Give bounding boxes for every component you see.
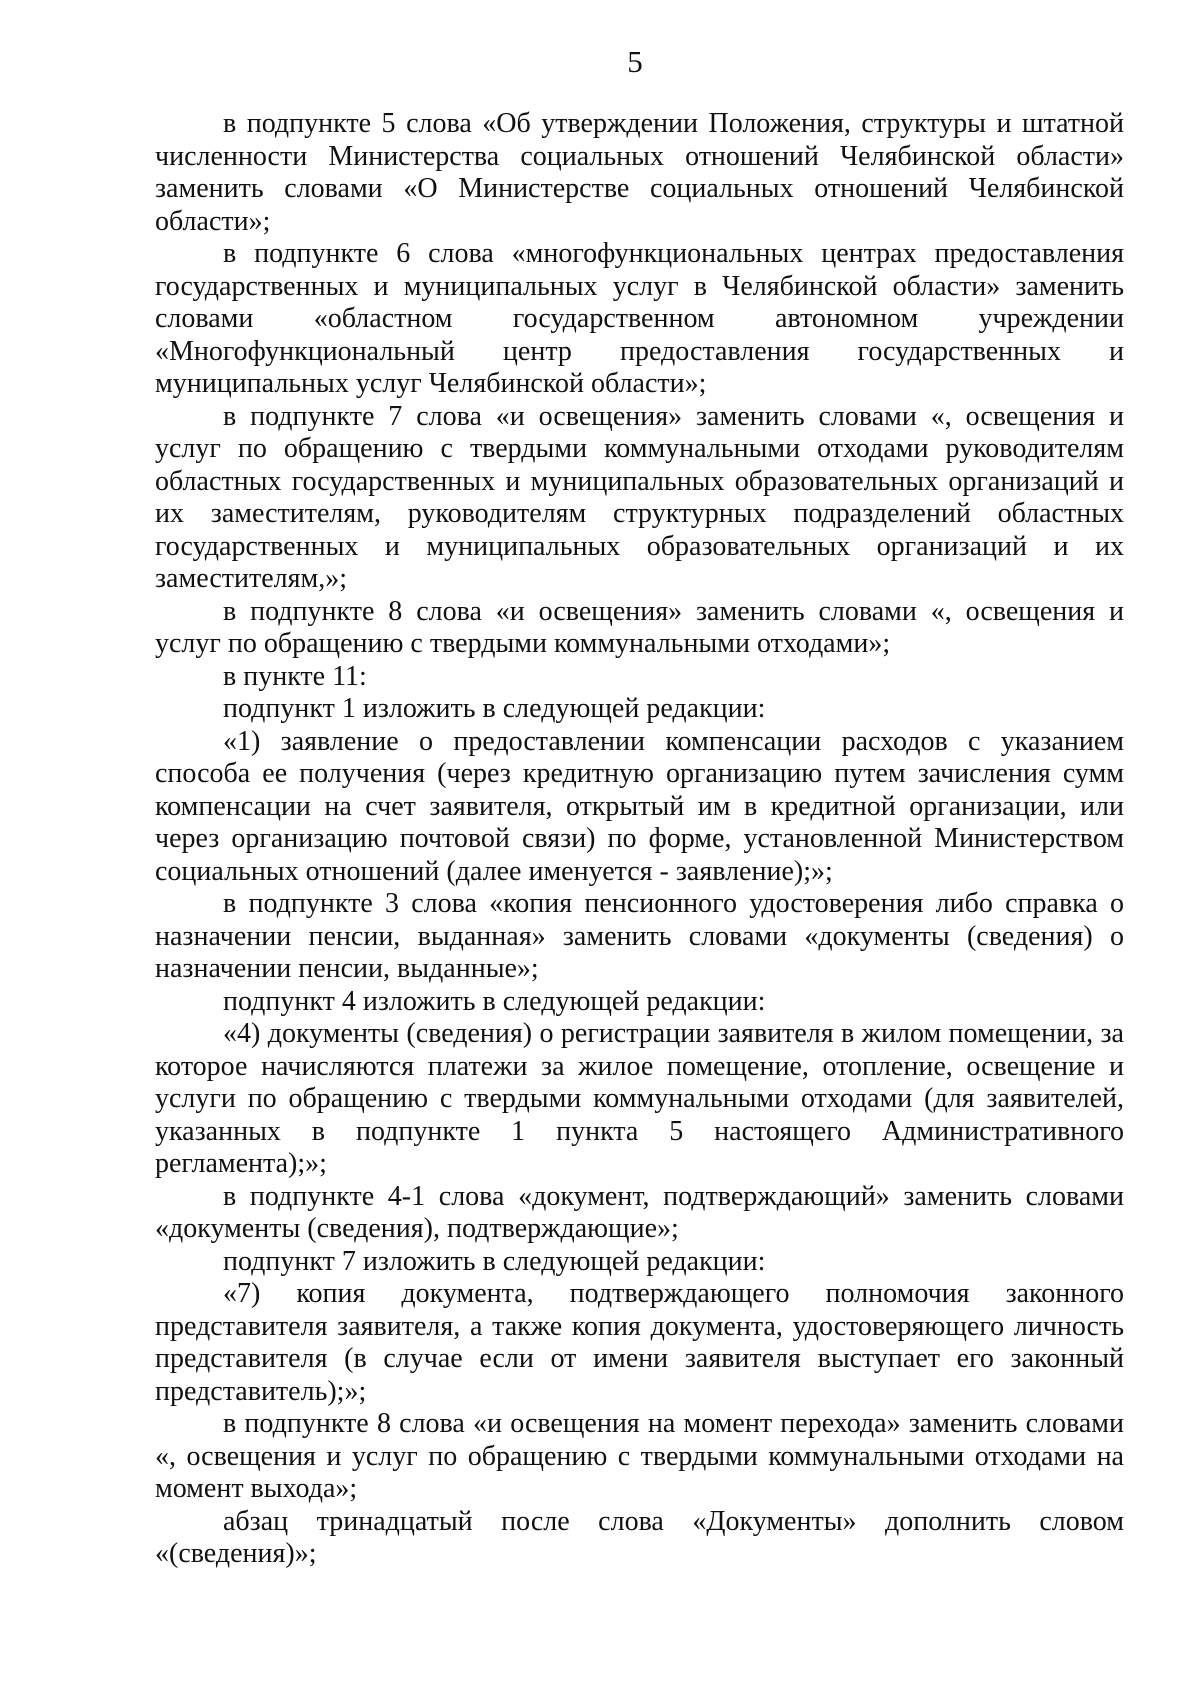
paragraph: «1) заявление о предоставлении компенсации расходов с указанием способа ее получения (через кредитную организацию путем зачисления сумм компенсации на счет заявителя, открытый им в кредитной организации, или через организацию почтовой связи) по форме, установленной Министерством социальных отношений (далее именуется - заявление);»; <box>155 725 1124 887</box>
document-body <box>155 108 1124 1571</box>
paragraph: в подпункте 8 слова «и освещения на момент перехода» заменить словами «, освещения и услуг по обращению с твердыми коммунальными отходами на момент выхода»; <box>155 1408 1124 1504</box>
paragraph: в пункте 11: <box>223 660 367 692</box>
paragraph: подпункт 4 изложить в следующей редакции: <box>223 985 766 1017</box>
paragraph: абзац тринадцатый после слова «Документы» дополнить словом «(сведения)»; <box>155 1505 1124 1569</box>
paragraph: в подпункте 3 слова «копия пенсионного удостоверения либо справка о назначении пенсии, выданная» заменить словами «документы (сведения) о назначении пенсии, выданные»; <box>155 888 1124 984</box>
paragraph: подпункт 7 изложить в следующей редакции: <box>223 1245 766 1277</box>
paragraph: «4) документы (сведения) о регистрации заявителя в жилом помещении, за которое начисляются платежи за жилое помещение, отопление, освещение и услуги по обращению с твердыми коммунальными отходами (для заявителей, указанных в подпункте 1 пункта 5 настоящего Административного регламента);»; <box>155 1018 1124 1179</box>
paragraph: в подпункте 8 слова «и освещения» заменить словами «, освещения и услуг по обращению с твердыми коммунальными отходами»; <box>155 595 1124 659</box>
page-number: 5 <box>627 44 643 79</box>
paragraph: в подпункте 6 слова «многофункциональных центрах предоставления государственных и муниципальных услуг в Челябинской области» заменить словами «областном государственном автономном учреждении «Многофункциональный центр предоставления государственных и муниципальных услуг Челябинской области»; <box>155 238 1124 399</box>
paragraph: в подпункте 7 слова «и освещения» заменить словами «, освещения и услуг по обращению с твердыми коммунальными отходами руководителям областных государственных и муниципальных образовательных организаций и их заместителям, руководителям структурных подразделений областных государственных и муниципальных образовательных организаций и их заместителям,»; <box>155 400 1124 594</box>
paragraph: подпункт 1 изложить в следующей редакции: <box>223 693 766 724</box>
paragraph: «7) копия документа, подтверждающего полномочия законного представителя заявителя, а также копия документа, удостоверяющего личность представителя (в случае если от имени заявителя выступает его законный представитель);»; <box>155 1278 1124 1407</box>
paragraph: в подпункте 5 слова «Об утверждении Положения, структуры и штатной численности Министерства социальных отношений Челябинской области» заменить словами «О Министерстве социальных отношений Челябинской области»; <box>155 108 1124 237</box>
paragraph: в подпункте 4-1 слова «документ, подтверждающий» заменить словами «документы (сведения), подтверждающие»; <box>155 1180 1124 1244</box>
